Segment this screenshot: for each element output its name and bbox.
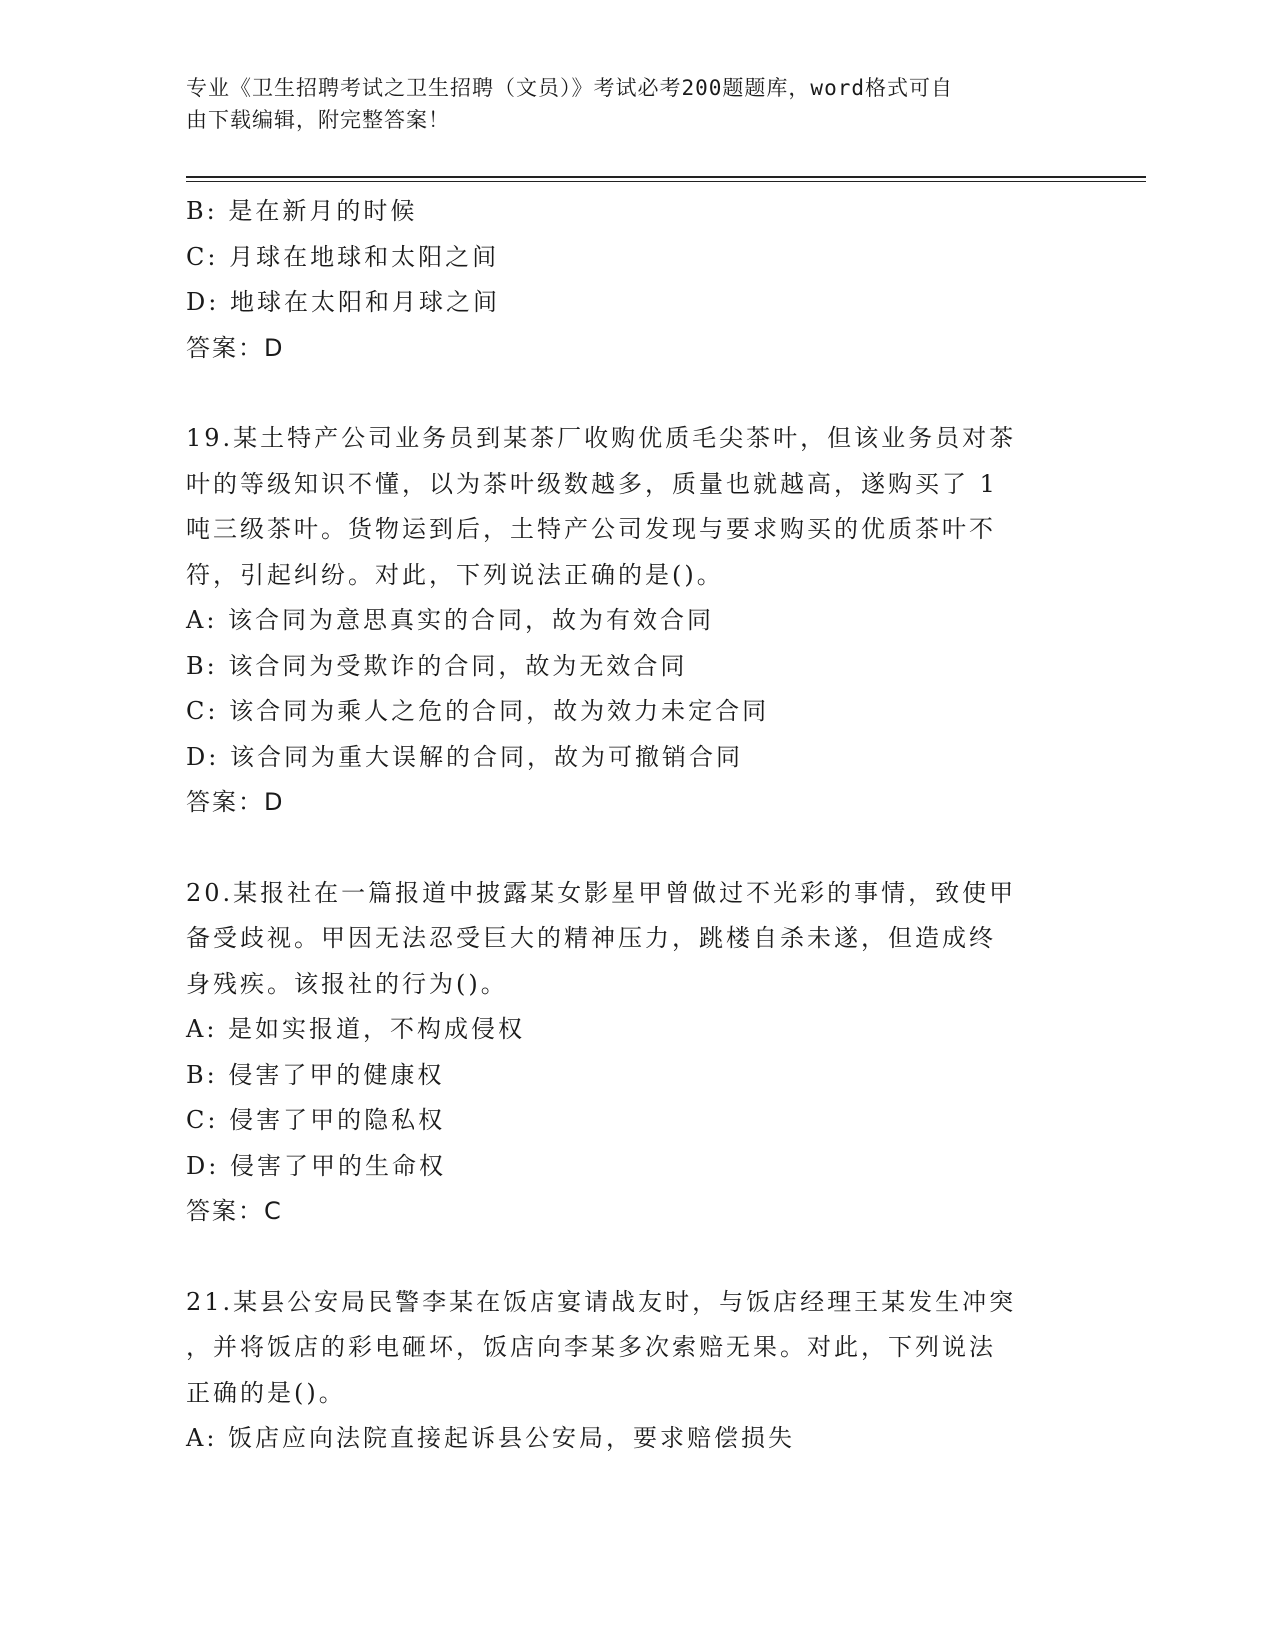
question-block-previous <box>186 189 1086 371</box>
question-stem: 吨三级茶叶。货物运到后，土特产公司发现与要求购买的优质茶叶不 <box>186 515 996 543</box>
option: C: 月球在地球和太阳之间 <box>186 242 500 271</box>
header-rule-thin <box>186 181 1146 182</box>
header-line: 由下载编辑，附完整答案！ <box>186 108 450 132</box>
question-block-19 <box>186 416 1086 826</box>
option: B: 是在新月的时候 <box>186 197 418 225</box>
question-block-20 <box>186 871 1086 1235</box>
option: A: 饭店应向法院直接起诉县公安局，要求赔偿损失 <box>186 1424 796 1452</box>
question-stem: 备受歧视。甲因无法忍受巨大的精神压力，跳楼自杀未遂，但造成终 <box>186 924 996 952</box>
option: B: 该合同为受欺诈的合同，故为无效合同 <box>186 651 688 680</box>
answer: 答案：D <box>186 333 285 362</box>
question-stem: 正确的是()。 <box>186 1378 346 1407</box>
header-line: 专业《卫生招聘考试之卫生招聘（文员）》考试必考200题题库，word格式可自 <box>186 76 953 100</box>
question-stem: 21.某县公安局民警李某在饭店宴请战友时，与饭店经理王某发生冲突 <box>186 1287 1017 1316</box>
question-block-21 <box>186 1280 1086 1462</box>
option: C: 侵害了甲的隐私权 <box>186 1106 446 1134</box>
option: D: 地球在太阳和月球之间 <box>186 288 500 316</box>
answer: 答案：C <box>186 1197 283 1225</box>
question-stem: 20.某报社在一篇报道中披露某女影星甲曾做过不光彩的事情，致使甲 <box>186 878 1017 907</box>
page-header <box>186 72 1066 136</box>
option: B: 侵害了甲的健康权 <box>186 1060 445 1089</box>
question-stem: 19.某土特产公司业务员到某茶厂收购优质毛尖茶叶，但该业务员对茶 <box>186 424 1017 452</box>
option: A: 是如实报道，不构成侵权 <box>186 1015 526 1043</box>
option: D: 该合同为重大误解的合同，故为可撤销合同 <box>186 742 743 771</box>
question-stem: 符，引起纠纷。对此，下列说法正确的是()。 <box>186 560 724 589</box>
answer: 答案：D <box>186 788 285 816</box>
question-stem: ，并将饭店的彩电砸坏，饭店向李某多次索赔无果。对此，下列说法 <box>186 1333 996 1361</box>
option: C: 该合同为乘人之危的合同，故为效力未定合同 <box>186 697 770 725</box>
question-stem: 身残疾。该报社的行为()。 <box>186 969 508 998</box>
option: D: 侵害了甲的生命权 <box>186 1151 446 1180</box>
header-rule <box>186 176 1146 178</box>
option: A: 该合同为意思真实的合同，故为有效合同 <box>186 606 715 634</box>
question-stem: 叶的等级知识不懂，以为茶叶级数越多，质量也就越高，遂购买了 1 <box>186 469 998 498</box>
question-content <box>186 189 1086 1462</box>
